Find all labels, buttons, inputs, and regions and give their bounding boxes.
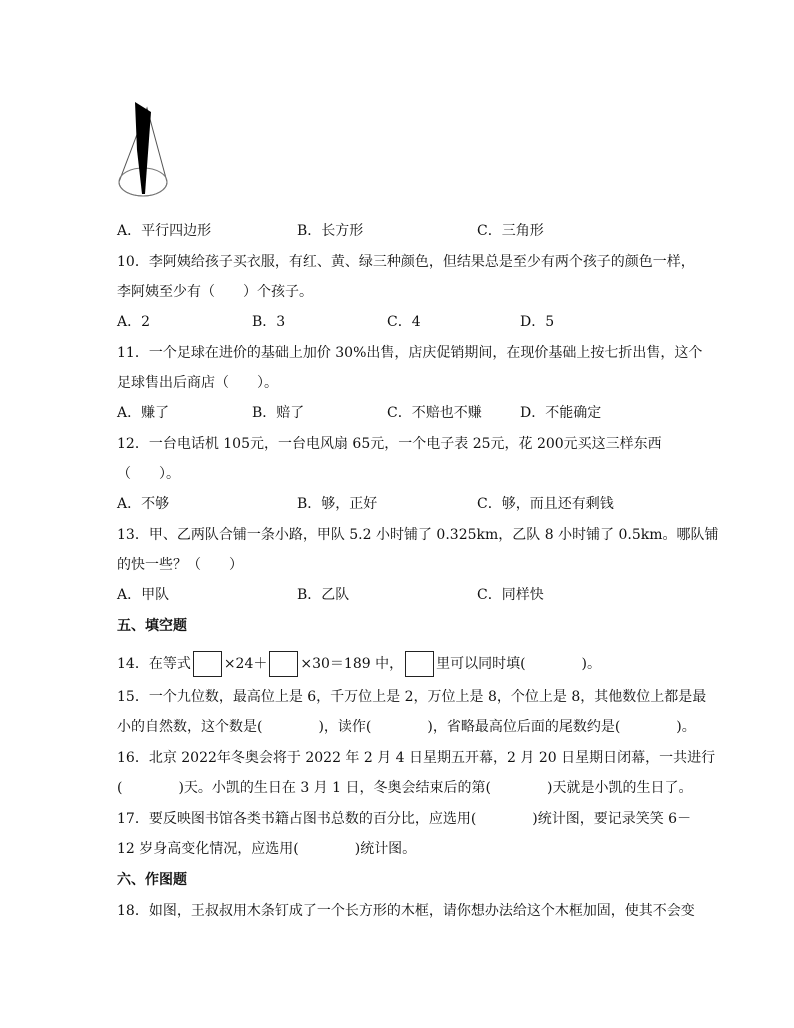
q10-stem-line1: 10．李阿姨给孩子买衣服，有红、黄、绿三种颜色，但结果总是至少有两个孩子的颜色一样，	[117, 254, 695, 270]
q10-option-a[interactable]: A．2	[117, 314, 151, 330]
q13-stem-line2: 的快一些？（ ）	[117, 557, 243, 573]
q10-option-b[interactable]: B．3	[252, 314, 286, 330]
q15-stem-line1: 15．一个九位数，最高位上是 6，千万位上是 2，万位上是 8，个位上是 8，其他数位上都是最	[117, 689, 707, 705]
cone-figure	[115, 100, 175, 200]
q12-stem-line1: 12．一台电话机 105元，一台电风扇 65元，一个电子表 25元，花 200元买这三样东西	[117, 436, 662, 452]
q11-option-d[interactable]: D．不能确定	[520, 405, 602, 421]
q16-stem-line2: ( )天。小凯的生日在 3 月 1 日，冬奥会结束后的第( )天就是小凯的生日了。	[117, 780, 693, 796]
q12-option-c[interactable]: C．够，而且还有剩钱	[477, 496, 614, 512]
q11-option-c[interactable]: C．不赔也不赚	[387, 405, 482, 421]
q12-option-b[interactable]: B．够，正好	[297, 496, 378, 512]
q12-option-a[interactable]: A．不够	[117, 496, 170, 512]
q17-stem-line2: 12 岁身高变化情况，应选用( )统计图。	[117, 841, 417, 857]
q15-stem-line2: 小的自然数，这个数是( )，读作( )，省略最高位后面的尾数约是( )。	[117, 719, 696, 735]
q14-stem	[117, 651, 601, 677]
q14-mid1: ×24＋	[223, 656, 268, 672]
q14-blank-box-1[interactable]	[193, 651, 222, 677]
q13-option-b[interactable]: B．乙队	[297, 587, 350, 603]
q11-option-a[interactable]: A．赚了	[117, 405, 170, 421]
q11-stem-line1: 11．一个足球在进价的基础上加价 30%出售，店庆促销期间，在现价基础上按七折出售，这个	[117, 345, 703, 361]
q10-stem-line2: 李阿姨至少有（ ）个孩子。	[117, 284, 313, 300]
q11-option-b[interactable]: B．赔了	[252, 405, 305, 421]
q12-stem-line2: （ ）。	[117, 466, 180, 482]
q14-suffix: 里可以同时填( )。	[436, 656, 602, 672]
q9-option-a[interactable]: A．平行四边形	[117, 223, 212, 239]
q14-mid2: ×30＝189 中，	[300, 656, 404, 672]
q17-stem-line1: 17．要反映图书馆各类书籍占图书总数的百分比，应选用( )统计图，要记录笑笑 6－	[117, 811, 692, 827]
section-heading-fill-in: 五、填空题	[117, 618, 187, 634]
q14-blank-box-3[interactable]	[405, 651, 434, 677]
q10-option-c[interactable]: C．4	[387, 314, 421, 330]
q13-option-a[interactable]: A．甲队	[117, 587, 170, 603]
q13-stem-line1: 13．甲、乙两队合铺一条小路，甲队 5.2 小时铺了 0.325km，乙队 8 小时铺了 0.5km。哪队铺	[117, 527, 719, 543]
q13-option-c[interactable]: C．同样快	[477, 587, 544, 603]
section-heading-drawing: 六、作图题	[117, 872, 187, 888]
q18-stem-line1: 18．如图，王叔叔用木条钉成了一个长方形的木框，请你想办法给这个木框加固，使其不会变	[117, 903, 695, 919]
q16-stem-line1: 16．北京 2022年冬奥会将于 2022 年 2 月 4 日星期五开幕，2 月 20 日星期日闭幕，一共进行	[117, 750, 716, 766]
q10-option-d[interactable]: D．5	[520, 314, 555, 330]
q14-prefix: 14．在等式	[117, 656, 191, 672]
q11-stem-line2: 足球售出后商店（ ）。	[117, 375, 278, 391]
cone-shadow-band	[135, 102, 151, 194]
q9-option-c[interactable]: C．三角形	[477, 223, 544, 239]
q9-option-b[interactable]: B．长方形	[297, 223, 364, 239]
q14-blank-box-2[interactable]	[269, 651, 298, 677]
